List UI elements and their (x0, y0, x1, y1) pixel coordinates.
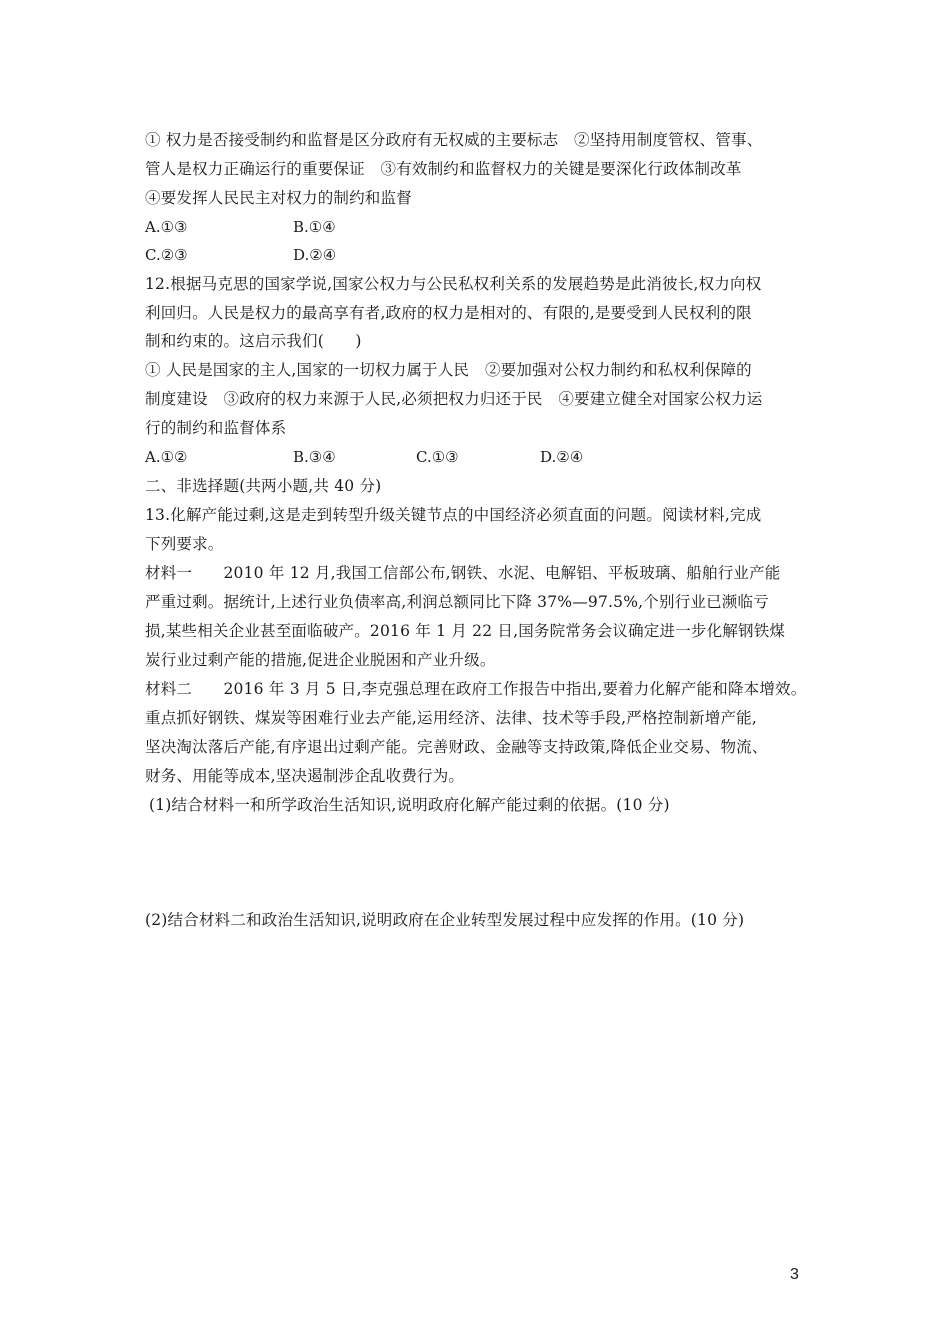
q12-option-a: A.①② (145, 448, 188, 466)
q11-statement-line: ④要发挥人民民主对权力的制约和监督 (145, 189, 412, 207)
q13-material1-line: 严重过剩。据统计,上述行业负债率高,利润总额同比下降 37%—97.5%,个别行业已濒临亏 (145, 593, 769, 611)
section-heading: 二、非选择题(共两小题,共 40 分) (145, 477, 382, 495)
q11-option-d: D.②④ (293, 246, 337, 264)
q12-stem-line: 制和约束的。这启示我们( ) (145, 332, 362, 350)
q13-material1-line: 损,某些相关企业甚至面临破产。2016 年 1 月 22 日,国务院常务会议确定进一步化解钢铁煤 (145, 622, 786, 640)
q11-option-c: C.②③ (145, 246, 188, 264)
q12-statement-line: ① 人民是国家的主人,国家的一切权力属于人民 ②要加强对公权力制约和私权利保障的 (145, 361, 752, 379)
page-number: 3 (790, 1266, 799, 1283)
q12-option-c: C.①③ (416, 448, 459, 466)
q13-material1-line: 炭行业过剩产能的措施,促进企业脱困和产业升级。 (145, 651, 496, 669)
q12-statement-line: 行的制约和监督体系 (145, 419, 287, 437)
q12-option-b: B.③④ (293, 448, 336, 466)
q13-material2-line: 材料二 2016 年 3 月 5 日,李克强总理在政府工作报告中指出,要着力化解产能和降本增效。 (145, 680, 807, 698)
q11-option-a: A.①③ (145, 218, 188, 236)
q13-stem-line: 下列要求。 (145, 535, 224, 553)
q13-material2-line: 财务、用能等成本,坚决遏制涉企乱收费行为。 (145, 767, 465, 785)
q13-material2-line: 重点抓好钢铁、煤炭等困难行业去产能,运用经济、法律、技术等手段,严格控制新增产能, (145, 709, 757, 727)
q11-option-b: B.①④ (293, 218, 336, 236)
q11-statement-line: ① 权力是否接受制约和监督是区分政府有无权威的主要标志 ②坚持用制度管权、管事、 (145, 131, 763, 149)
q12-stem-line: 12.根据马克思的国家学说,国家公权力与公民私权利关系的发展趋势是此消彼长,权力向权 (145, 275, 762, 293)
q11-statement-line: 管人是权力正确运行的重要保证 ③有效制约和监督权力的关键是要深化行政体制改革 (145, 160, 742, 178)
q13-subquestion-1: (1)结合材料一和所学政治生活知识,说明政府化解产能过剩的依据。(10 分) (149, 796, 670, 814)
q12-stem-line: 利回归。人民是权力的最高享有者,政府的权力是相对的、有限的,是要受到人民权利的限 (145, 304, 752, 322)
q13-material2-line: 坚决淘汰落后产能,有序退出过剩产能。完善财政、金融等支持政策,降低企业交易、物流、 (145, 738, 768, 756)
q12-option-d: D.②④ (540, 448, 584, 466)
q12-statement-line: 制度建设 ③政府的权力来源于人民,必须把权力归还于民 ④要建立健全对国家公权力运 (145, 390, 763, 408)
q13-stem-line: 13.化解产能过剩,这是走到转型升级关键节点的中国经济必须直面的问题。阅读材料,完成 (145, 506, 762, 524)
q13-material1-line: 材料一 2010 年 12 月,我国工信部公布,钢铁、水泥、电解铝、平板玻璃、船舶行业产能 (145, 564, 781, 582)
q13-subquestion-2: (2)结合材料二和政治生活知识,说明政府在企业转型发展过程中应发挥的作用。(10 分) (145, 911, 745, 929)
